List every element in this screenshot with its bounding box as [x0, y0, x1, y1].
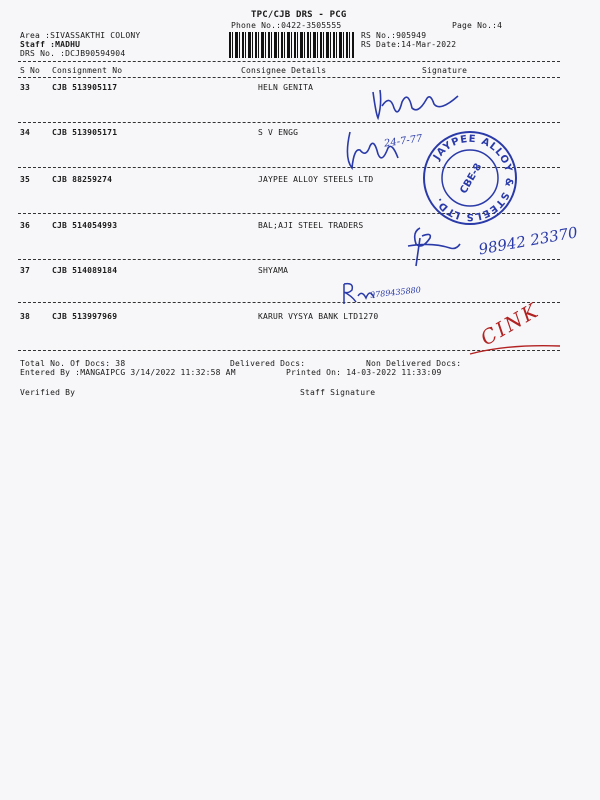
row-sno: 37 [20, 266, 31, 275]
row-sno: 35 [20, 175, 31, 184]
divider [18, 61, 560, 62]
row-consignee: HELN GENITA [258, 83, 314, 92]
staff-signature: Staff Signature [300, 388, 376, 397]
verified-by: Verified By [20, 388, 76, 397]
row-sno: 34 [20, 128, 31, 137]
row-consignment-no: CJB 513997969 [52, 312, 118, 321]
col-header-sno: S No [20, 66, 41, 75]
handwritten-note-row-38: CINK [476, 297, 544, 351]
rs-date: RS Date:14-Mar-2022 [361, 40, 457, 49]
rs-number: RS No.:905949 [361, 31, 427, 40]
printed-on: Printed On: 14-03-2022 11:33:09 [286, 368, 442, 377]
row-consignment-no: CJB 514054993 [52, 221, 118, 230]
handwritten-phone-row-36: 98942 23370 [477, 223, 579, 259]
row-divider [18, 122, 560, 123]
signature-row-34 [342, 128, 402, 177]
drs-number: DRS No. :DCJB90594904 [20, 49, 126, 58]
strike-line-icon [468, 340, 563, 364]
row-consignee: SHYAMA [258, 266, 289, 275]
total-docs: Total No. Of Docs: 38 [20, 359, 126, 368]
delivered-docs: Delivered Docs: [230, 359, 306, 368]
non-delivered-docs: Non Delivered Docs: [366, 359, 462, 368]
entered-by: Entered By :MANGAIPCG 3/14/2022 11:32:58 AM [20, 368, 236, 377]
divider [18, 77, 560, 78]
page-number: Page No.:4 [452, 21, 503, 30]
row-consignment-no: CJB 514089184 [52, 266, 118, 275]
row-consignment-no: CJB 513905117 [52, 83, 118, 92]
area-label: Area :SIVASSAKTHI COLONY [20, 31, 141, 40]
phone-number: Phone No.:0422-3505555 [231, 21, 342, 30]
barcode [229, 32, 354, 58]
row-sno: 33 [20, 83, 31, 92]
row-sno: 36 [20, 221, 31, 230]
row-consignee: JAYPEE ALLOY STEELS LTD [258, 175, 374, 184]
row-sno: 38 [20, 312, 31, 321]
row-consignee: KARUR VYSYA BANK LTD1270 [258, 312, 379, 321]
row-divider [18, 302, 560, 303]
document-title: TPC/CJB DRS - PCG [251, 10, 347, 20]
handwritten-phone-row-37: 9789435880 [369, 285, 422, 300]
signature-row-33 [368, 84, 468, 128]
company-stamp [420, 128, 520, 232]
col-header-consignee: Consignee Details [241, 66, 327, 75]
staff-label: Staff :MADHU [20, 40, 81, 49]
handwritten-note-row-34: 24-7-77 [383, 133, 424, 150]
row-consignee: S V ENGG [258, 128, 299, 137]
row-consignee: BAL;AJI STEEL TRADERS [258, 221, 364, 230]
row-consignment-no: CJB 513905171 [52, 128, 118, 137]
stamp-ring-text: JAYPEE ALLOY & STEELS LTD. [431, 133, 515, 223]
row-consignment-no: CJB 88259274 [52, 175, 113, 184]
col-header-consignment: Consignment No [52, 66, 123, 75]
row-divider [18, 259, 560, 260]
col-header-signature: Signature [422, 66, 468, 75]
stamp-center-text: CBE-8 [458, 161, 485, 196]
signature-row-36 [402, 224, 472, 273]
